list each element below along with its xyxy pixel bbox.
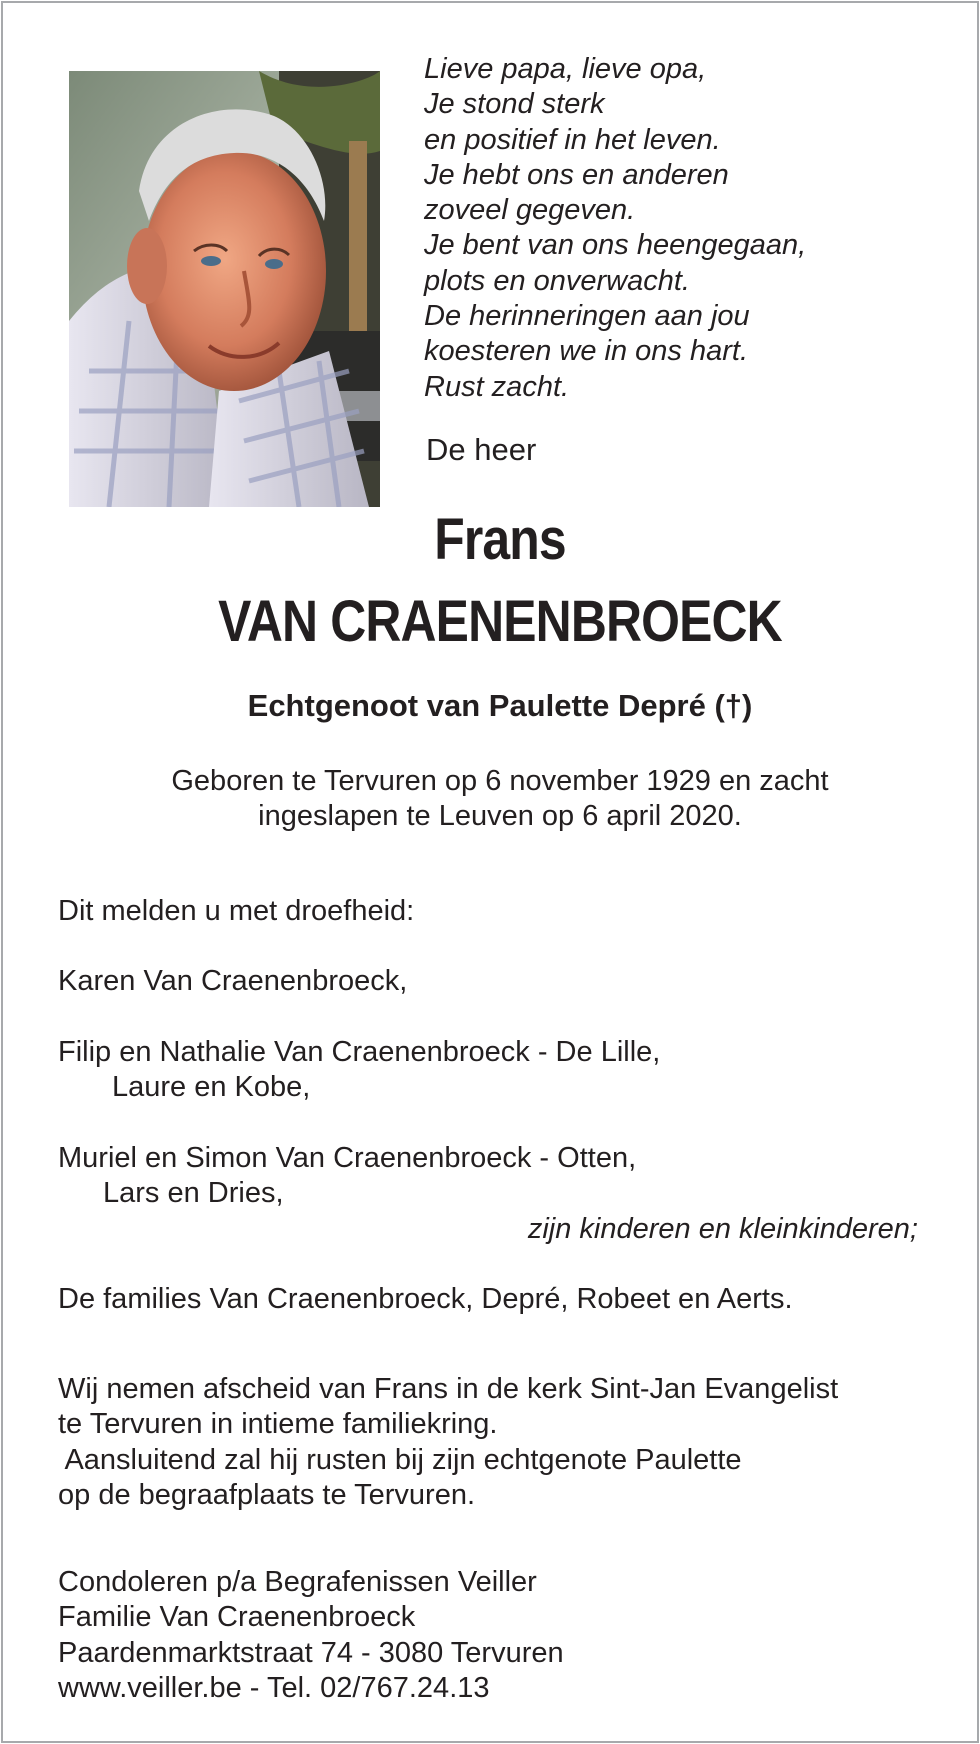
title-prefix: De heer (426, 432, 537, 467)
contact-block (58, 1565, 564, 1706)
contact-line: Condoleren p/a Begrafenissen Veiller (58, 1566, 537, 1598)
relation-note: zijn kinderen en kleinkinderen; (527, 1213, 918, 1245)
farewell-line: Wij nemen afscheid van Frans in de kerk Sint-Jan Evangelist (58, 1373, 839, 1405)
memorial-poem (424, 52, 806, 405)
poem-line: Lieve papa, lieve opa, (424, 53, 707, 85)
family-member-filip (58, 1035, 660, 1106)
poem-line: plots en onverwacht. (424, 264, 690, 297)
family-line: Muriel en Simon Van Craenenbroeck - Otten, (58, 1142, 637, 1174)
farewell-line: Aansluitend zal hij rusten bij zijn echtgenote Paulette (58, 1443, 742, 1476)
farewell-line: op de begraafplaats te Tervuren. (58, 1478, 476, 1511)
poem-line: koesteren we in ons hart. (424, 335, 749, 368)
portrait-photo (69, 71, 380, 507)
family-line: Filip en Nathalie Van Craenenbroeck - De Lille, (58, 1036, 661, 1068)
poem-line: Je stond sterk (424, 88, 605, 121)
poem-line: Je bent van ons heengegaan, (424, 229, 807, 262)
grandchildren-line: Lars en Dries, (103, 1177, 284, 1210)
poem-line: Rust zacht. (424, 370, 570, 403)
family-member-karen: Karen Van Craenenbroeck, (58, 965, 408, 997)
birth-death-dates (0, 764, 980, 834)
contact-line: Familie Van Craenenbroeck (58, 1601, 416, 1634)
farewell-line: te Tervuren in intieme familiekring. (58, 1408, 498, 1441)
family-member-muriel (58, 1141, 636, 1212)
poem-line: Je hebt ons en anderen (424, 158, 729, 191)
grandchildren-line: Laure en Kobe, (112, 1071, 311, 1104)
contact-line: Paardenmarktstraat 74 - 3080 Tervuren (58, 1636, 564, 1669)
deceased-last-name: VAN CRAENENBROECK (218, 589, 782, 654)
poem-line: De herinneringen aan jou (424, 300, 750, 333)
farewell-paragraph (58, 1372, 838, 1513)
dates-line: ingeslapen te Leuven op 6 april 2020. (258, 800, 742, 832)
spouse-line: Echtgenoot van Paulette Depré (†) (247, 688, 753, 723)
poem-line: zoveel gegeven. (424, 194, 636, 227)
poem-line: en positief in het leven. (424, 123, 721, 156)
families-line: De families Van Craenenbroeck, Depré, Robeet en Aerts. (58, 1283, 793, 1315)
contact-line: www.veiller.be - Tel. 02/767.24.13 (58, 1671, 490, 1704)
deceased-first-name: Frans (434, 507, 566, 572)
family-intro: Dit melden u met droefheid: (58, 895, 415, 927)
dates-line: Geboren te Tervuren op 6 november 1929 en zacht (171, 765, 829, 797)
